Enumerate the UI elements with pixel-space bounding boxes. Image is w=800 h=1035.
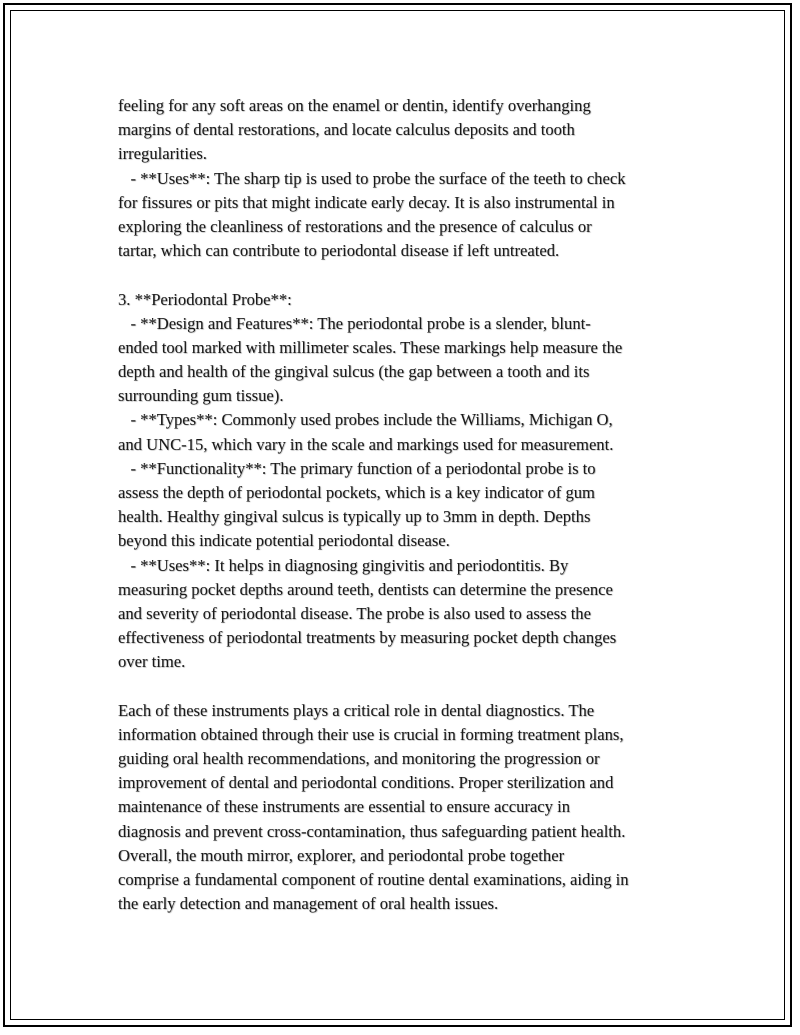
text-line: exploring the cleanliness of restorations and the presence of calculus or [118, 216, 592, 236]
blank-line [118, 263, 688, 287]
text-line: depth and health of the gingival sulcus (the gap between a tooth and its [118, 362, 590, 382]
text-line: - **Uses**: The sharp tip is used to probe the surface of the teeth to check [118, 168, 626, 188]
text-line: - **Design and Features**: The periodontal probe is a slender, blunt- [118, 313, 591, 333]
text-line: effectiveness of periodontal treatments by measuring pocket depth changes [118, 628, 617, 648]
text-line: comprise a fundamental component of routine dental examinations, aiding in [118, 870, 629, 889]
text-line: health. Healthy gingival sulcus is typically up to 3mm in depth. Depths [118, 507, 591, 527]
text-line: and UNC-15, which vary in the scale and markings used for measurement. [118, 434, 614, 454]
document-body [118, 94, 688, 916]
text-line: irregularities. [118, 144, 207, 164]
text-line: Each of these instruments plays a critical role in dental diagnostics. The [118, 700, 595, 720]
text-line: guiding oral health recommendations, and monitoring the progression or [118, 749, 600, 769]
text-line: surrounding gum tissue). [118, 386, 284, 406]
section-heading: 3. **Periodontal Probe**: [118, 289, 292, 309]
text-line: - **Types**: Commonly used probes include the Williams, Michigan O, [118, 410, 613, 430]
text-line: for fissures or pits that might indicate early decay. It is also instrumental in [118, 192, 615, 212]
text-line: and severity of periodontal disease. The probe is also used to assess the [118, 603, 591, 623]
text-line: Overall, the mouth mirror, explorer, and periodontal probe together [118, 845, 565, 865]
text-line: the early detection and management of oral health issues. [118, 894, 499, 914]
text-line: margins of dental restorations, and locate calculus deposits and tooth [118, 120, 575, 140]
text-line: maintenance of these instruments are essential to ensure accuracy in [118, 797, 570, 817]
text-line: measuring pocket depths around teeth, dentists can determine the presence [118, 579, 613, 599]
text-line: diagnosis and prevent cross-contamination, thus safeguarding patient health. [118, 821, 626, 841]
text-line: over time. [118, 652, 186, 672]
text-line: information obtained through their use is crucial in forming treatment plans, [118, 724, 624, 744]
text-line: beyond this indicate potential periodontal disease. [118, 531, 450, 551]
text-line: - **Functionality**: The primary function of a periodontal probe is to [118, 458, 596, 478]
text-line: ended tool marked with millimeter scales. These markings help measure the [118, 337, 623, 357]
text-line: feeling for any soft areas on the enamel or dentin, identify overhanging [118, 96, 591, 115]
blank-line [118, 675, 688, 699]
text-line: - **Uses**: It helps in diagnosing gingivitis and periodontitis. By [118, 555, 569, 575]
text-line: tartar, which can contribute to periodontal disease if left untreated. [118, 241, 560, 261]
text-line: assess the depth of periodontal pockets, which is a key indicator of gum [118, 483, 595, 502]
text-line: improvement of dental and periodontal conditions. Proper sterilization and [118, 773, 614, 793]
